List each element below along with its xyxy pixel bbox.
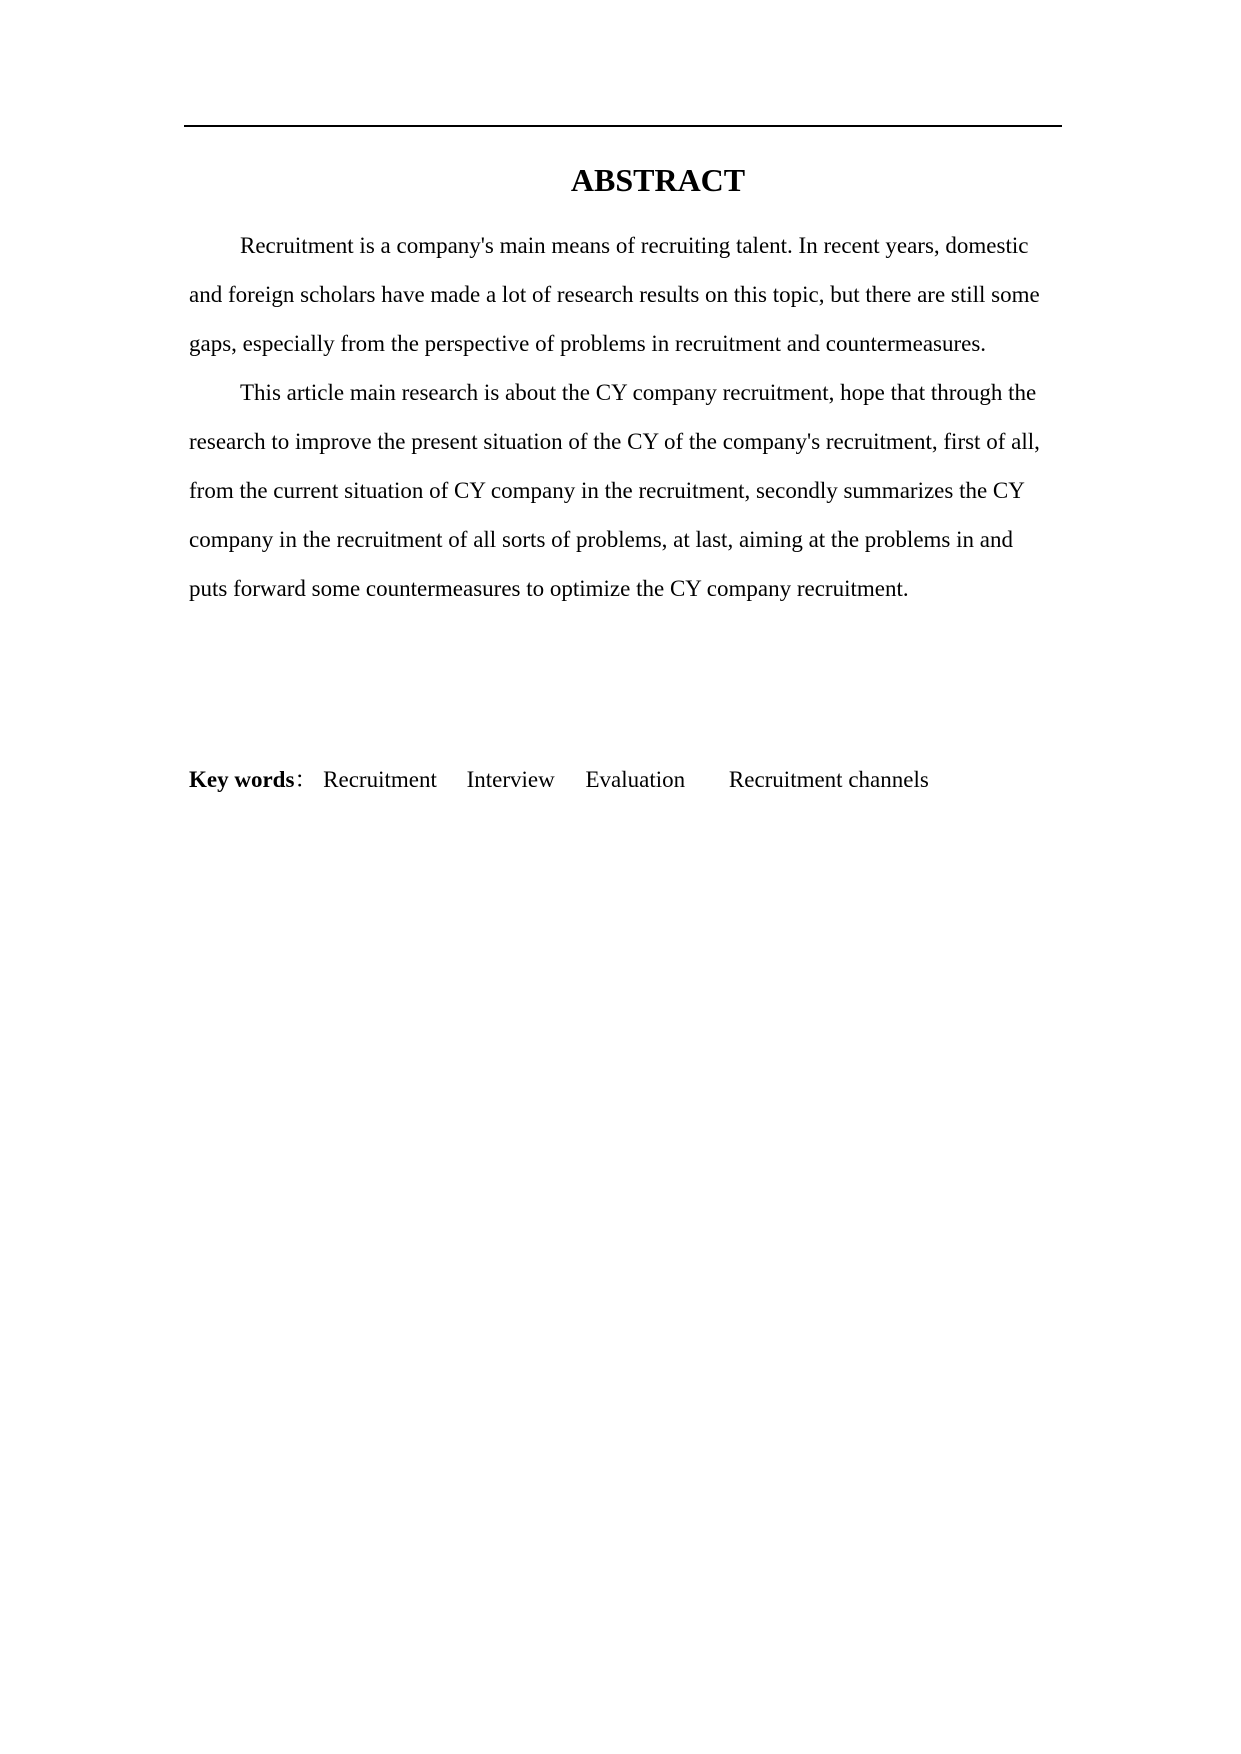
keyword-item: Recruitment channels	[728, 767, 929, 792]
header-rule	[184, 125, 1062, 127]
abstract-paragraph: Recruitment is a company's main means of recruiting talent. In recent years, domestic and foreign scholars have made a lot of research results on this topic, but there are still some gaps, especially from the perspective of problems in recruitment and countermeasures.	[189, 233, 1040, 356]
keyword-item: Evaluation	[585, 767, 686, 792]
abstract-body	[189, 221, 1049, 613]
keyword-item: Interview	[466, 767, 555, 792]
abstract-title: ABSTRACT	[570, 162, 746, 198]
abstract-paragraph: This article main research is about the CY company recruitment, hope that through the research to improve the present situation of the CY of the company's recruitment, first of all, from the current situation of CY company in the recruitment, secondly summarizes the CY company in the recruitment of all sorts of problems, at last, aiming at the problems in and puts forward some countermeasures to optimize the CY company recruitment.	[189, 380, 1040, 601]
keywords-separator: ：	[294, 767, 318, 792]
keyword-item: Recruitment	[323, 767, 437, 792]
keywords-line	[189, 760, 929, 800]
keywords-label: Key words	[189, 767, 295, 792]
